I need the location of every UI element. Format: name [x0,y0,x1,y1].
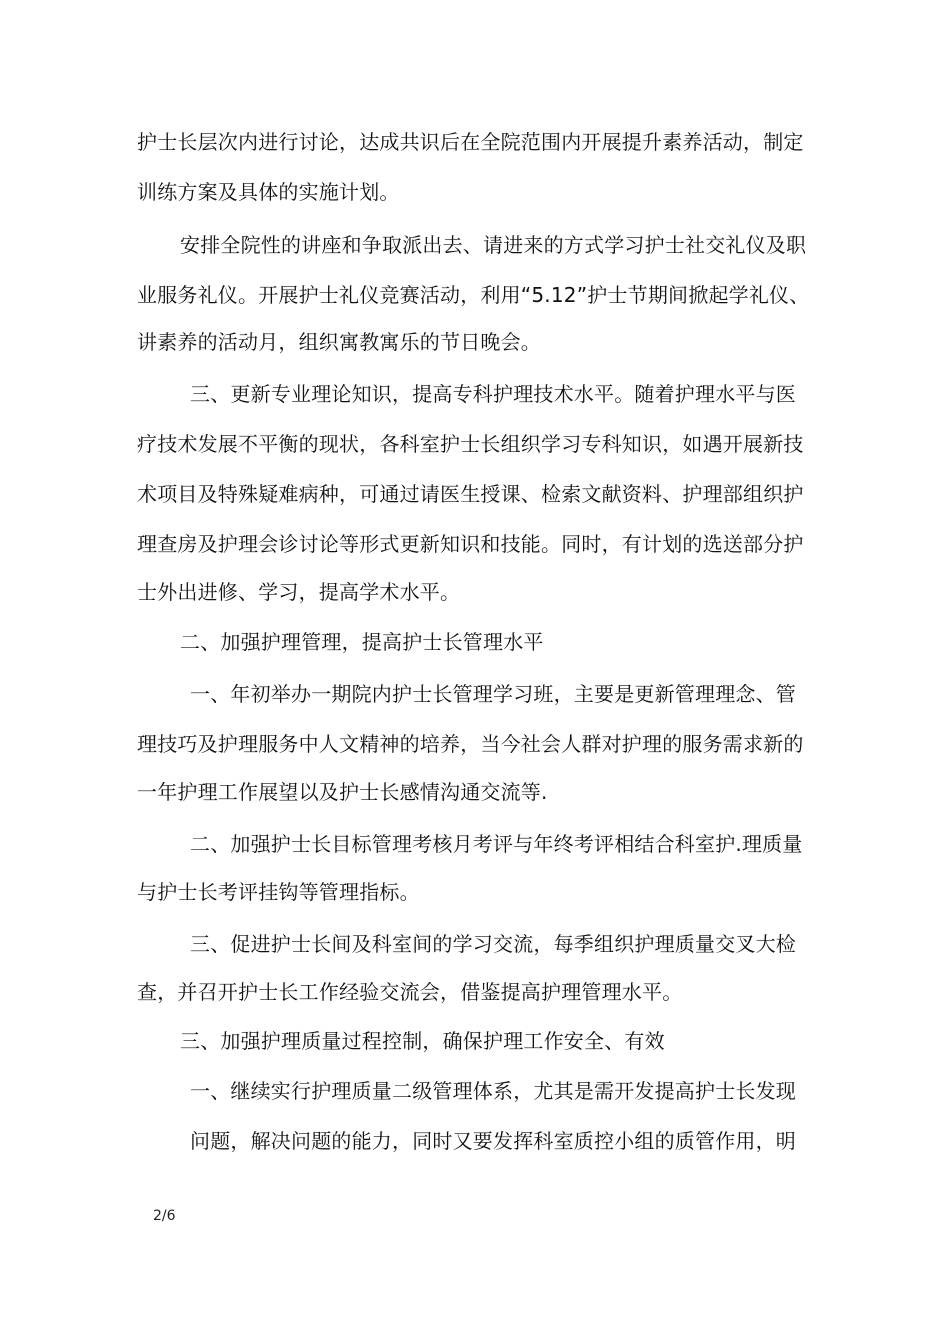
text-line: 训练方案及具体的实施计划。 [137,180,400,204]
text-line: 查，并召开护士长工作经验交流会，借鉴提高护理管理水平。 [137,980,683,1004]
text-line: 理查房及护理会诊讨论等形式更新知识和技能。同时，有计划的选送部分护 [137,532,804,556]
text-line: 一年护理工作展望以及护士长感情沟通交流等. [137,780,548,804]
text-line: 理技巧及护理服务中人文精神的培养，当今社会人群对护理的服务需求新的 [137,732,804,756]
text-line: 讲素养的活动月，组织寓教寓乐的节日晚会。 [137,330,541,354]
text-line: 与护士长考评挂钩等管理指标。 [137,880,420,904]
text-line: 业服务礼仪。开展护士礼仪竞赛活动，利用“5.12”护士节期间掀起学礼仪、 [137,283,810,307]
text-line: 护士长层次内进行讨论，达成共识后在全院范围内开展提升素养活动，制定 [137,130,804,154]
text-line: 二、加强护士长目标管理考核月考评与年终考评相结合科室护.理质量 [190,832,803,856]
text-line: 疗技术发展不平衡的现状，各科室护士长组织学习专科知识，如遇开展新技 [137,432,804,456]
page-number: 2/6 [153,1208,176,1224]
text-line: 安排全院性的讲座和争取派出去、请进来的方式学习护士社交礼仪及职 [180,233,807,257]
text-line: 问题，解决问题的能力，同时又要发挥科室质控小组的质管作用，明 [190,1129,796,1153]
text-line: 士外出进修、学习，提高学术水平。 [137,580,461,604]
section-heading: 三、加强护理质量过程控制，确保护理工作安全、有效 [180,1029,665,1053]
text-line: 三、更新专业理论知识，提高专科护理技术水平。随着护理水平与医 [190,382,796,406]
text-line: 三、促进护士长间及科室间的学习交流，每季组织护理质量交叉大检 [190,932,796,956]
text-line: 一、继续实行护理质量二级管理体系，尤其是需开发提高护士长发现 [190,1079,796,1103]
section-heading: 二、加强护理管理，提高护士长管理水平 [180,630,544,654]
text-line: 术项目及特殊疑难病种，可通过请医生授课、检索文献资料、护理部组织护 [137,482,804,506]
text-line: 一、年初举办一期院内护士长管理学习班，主要是更新管理理念、管 [190,682,796,706]
